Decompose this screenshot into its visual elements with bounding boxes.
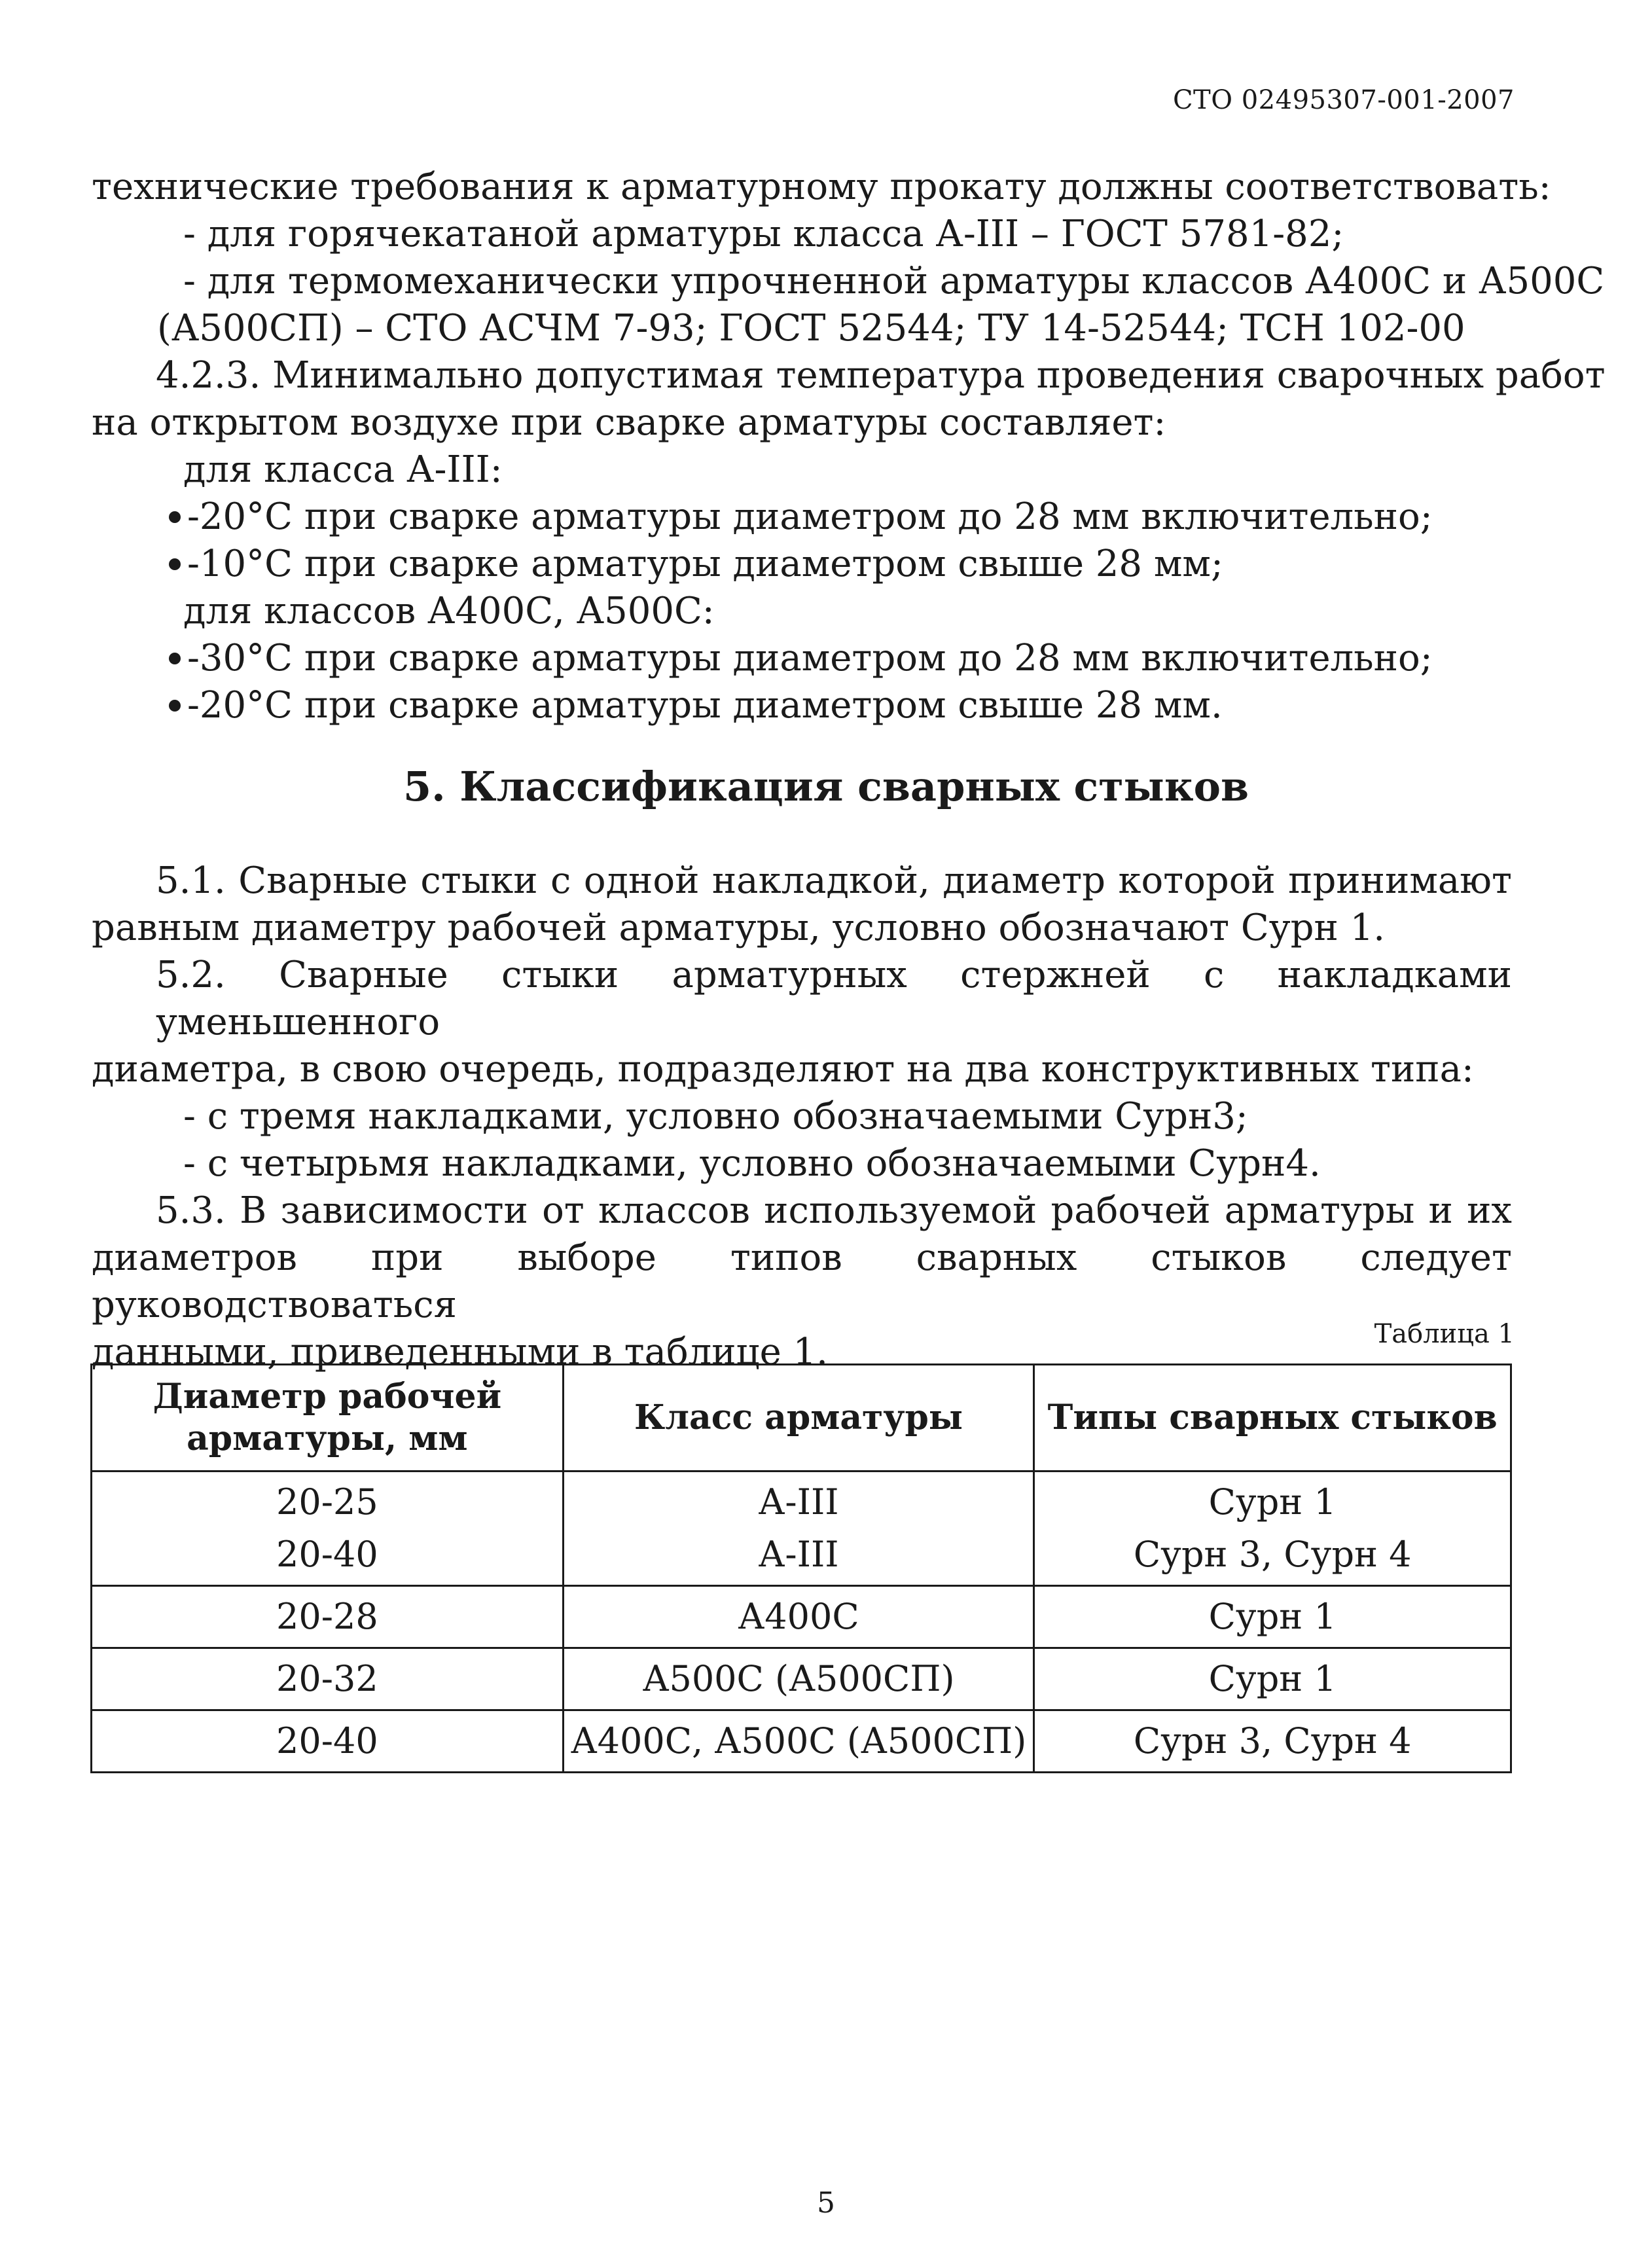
- welded-joints-table: [90, 1363, 1512, 1773]
- cell-text: Сурн 1: [1208, 1658, 1337, 1699]
- paragraph-line: - с тремя накладками, условно обозначаемыми Сурн3;: [183, 1095, 1248, 1138]
- cell-class: [563, 1648, 1034, 1710]
- intro-line: - для горячекатаной арматуры класса А-III – ГОСТ 5781-82;: [183, 213, 1344, 255]
- header-diameter-line2: арматуры, мм: [187, 1418, 468, 1458]
- cell-text: А-III: [758, 1481, 839, 1523]
- paragraph-line: данными, приведенными в таблице 1.: [92, 1331, 828, 1373]
- cell-text: А500С (А500СП): [642, 1658, 955, 1699]
- bullet-icon: [169, 511, 181, 523]
- cell-text: 20-40: [276, 1720, 378, 1761]
- bullet-item: [92, 494, 1512, 541]
- cell-text: 20-28: [276, 1596, 378, 1637]
- cell-types: [1034, 1586, 1511, 1648]
- intro-line: - для термомеханически упрочненной арматуры классов А400С и А500С: [183, 260, 1605, 302]
- cell-text: 20-40: [276, 1534, 378, 1575]
- header-diameter: [92, 1365, 564, 1472]
- cell-class: [563, 1710, 1034, 1773]
- cell-text: Сурн 1: [1208, 1481, 1337, 1523]
- paragraph-line: равным диаметру рабочей арматуры, условно обозначают Сурн 1.: [92, 907, 1386, 949]
- cell-text: А400С: [738, 1596, 859, 1637]
- bullet-text: -20°С при сварке арматуры диаметром до 28 мм включительно;: [187, 496, 1433, 538]
- section-heading: 5. Классификация сварных стыков: [403, 763, 1249, 810]
- intro-line: технические требования к арматурному прокату должны соответствовать:: [92, 166, 1551, 208]
- section-5-body: [92, 858, 1512, 1376]
- cell-diameter: [92, 1472, 564, 1586]
- cell-text: Сурн 3, Сурн 4: [1133, 1534, 1412, 1575]
- intro-block: [92, 164, 1605, 352]
- bullet-text: -10°С при сварке арматуры диаметром свыше 28 мм;: [187, 543, 1223, 585]
- bullet-text: -30°С при сварке арматуры диаметром до 28 мм включительно;: [187, 637, 1433, 679]
- paragraph-line: диаметров при выборе типов сварных стыков следует руководствоваться: [92, 1237, 1512, 1326]
- table-caption: Таблица 1: [1374, 1319, 1515, 1349]
- table-row: [92, 1586, 1511, 1648]
- paragraph-line: 5.1. Сварные стыки с одной накладкой, диаметр которой принимают: [156, 859, 1512, 902]
- header-diameter-line1: Диаметр рабочей: [153, 1377, 502, 1417]
- table-header-row: [92, 1365, 1511, 1472]
- cell-diameter: [92, 1710, 564, 1773]
- document-code: СТО 02495307-001-2007: [1172, 85, 1515, 115]
- cell-types: [1034, 1472, 1511, 1586]
- cell-text: 20-25: [276, 1481, 378, 1523]
- bullet-icon: [169, 700, 181, 712]
- cell-text: А400С, А500С (А500СП): [570, 1720, 1027, 1761]
- paragraph-line: 5.3. В зависимости от классов используемой рабочей арматуры и их: [156, 1189, 1512, 1232]
- cell-class: [563, 1586, 1034, 1648]
- cell-types: [1034, 1648, 1511, 1710]
- page-number: 5: [817, 2186, 835, 2220]
- cell-text: А-III: [758, 1534, 839, 1575]
- bullet-item: [92, 682, 1512, 729]
- table-row: [92, 1648, 1511, 1710]
- header-types: Типы сварных стыков: [1034, 1365, 1511, 1472]
- paragraph-line: 4.2.3. Минимально допустимая температура проведения сварочных работ: [156, 354, 1606, 397]
- intro-line: (А500СП) – СТО АСЧМ 7-93; ГОСТ 52544; ТУ 14-52544; ТСН 102-00: [157, 307, 1465, 350]
- cell-diameter: [92, 1586, 564, 1648]
- bullet-item: [92, 541, 1512, 588]
- bullet-icon: [169, 558, 181, 570]
- class-label: для классов А400С, А500С:: [183, 590, 715, 632]
- bullet-icon: [169, 653, 181, 664]
- paragraph-line: - с четырьмя накладками, условно обозначаемыми Сурн4.: [183, 1142, 1321, 1185]
- cell-text: Сурн 1: [1208, 1596, 1337, 1637]
- cell-text: 20-32: [276, 1658, 378, 1699]
- cell-diameter: [92, 1648, 564, 1710]
- paragraph-line: 5.2. Сварные стыки арматурных стержней с накладками уменьшенного: [156, 954, 1512, 1043]
- paragraph-4-2-3: [92, 352, 1606, 729]
- cell-text: Сурн 3, Сурн 4: [1133, 1720, 1412, 1761]
- table-row: [92, 1472, 1511, 1586]
- bullet-text: -20°С при сварке арматуры диаметром свыше 28 мм.: [187, 684, 1223, 727]
- header-class: Класс арматуры: [563, 1365, 1034, 1472]
- paragraph-line: на открытом воздухе при сварке арматуры составляет:: [92, 401, 1166, 444]
- class-label: для класса А-III:: [183, 448, 503, 491]
- cell-class: [563, 1472, 1034, 1586]
- paragraph-line: диаметра, в свою очередь, подразделяют на два конструктивных типа:: [92, 1048, 1474, 1091]
- cell-types: [1034, 1710, 1511, 1773]
- table-row: [92, 1710, 1511, 1773]
- bullet-item: [92, 635, 1512, 682]
